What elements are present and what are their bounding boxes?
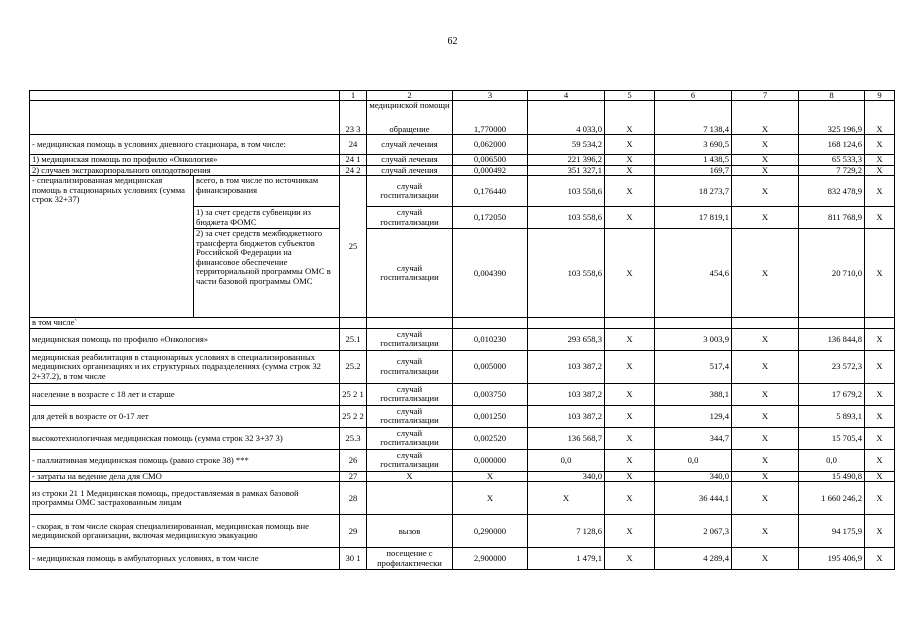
value-cell: X xyxy=(732,405,799,427)
unit-cell: случай лечения xyxy=(367,165,453,175)
header-cell-5: 5 xyxy=(605,91,655,101)
value-cell: 17 819,1 xyxy=(655,207,732,229)
value-cell: X xyxy=(732,515,799,548)
value-cell: X xyxy=(865,548,895,570)
value-cell: 4 289,4 xyxy=(655,548,732,570)
value-cell: 0,0 xyxy=(655,449,732,471)
row-label: - медицинская помощь в амбулаторных условиях, в том числе xyxy=(30,548,340,570)
value-cell: 3 003,9 xyxy=(655,328,732,350)
header-cell-1: 1 xyxy=(340,91,367,101)
value-cell: X xyxy=(865,383,895,405)
header-cell-9: 9 xyxy=(865,91,895,101)
value-cell: X xyxy=(732,427,799,449)
unit-cell: случай госпитализации xyxy=(367,405,453,427)
value-cell: X xyxy=(865,135,895,155)
header-cell-4: 4 xyxy=(528,91,605,101)
row-code: 25.2 xyxy=(340,350,367,383)
unit-cell: случай госпитализации xyxy=(367,383,453,405)
row-code: 24 2 xyxy=(340,165,367,175)
table-row xyxy=(30,515,895,548)
value-cell: 0,001250 xyxy=(453,405,528,427)
value-cell: 1 479,1 xyxy=(528,548,605,570)
value-cell: X xyxy=(865,155,895,165)
value-cell: 3 690,5 xyxy=(655,135,732,155)
value-cell: X xyxy=(865,207,895,229)
value-cell: 1 438,5 xyxy=(655,155,732,165)
value-cell: 1 660 246,2 xyxy=(799,482,865,515)
header-row xyxy=(30,91,895,101)
value-cell: 103 387,2 xyxy=(528,350,605,383)
row-label: - паллиативная медицинская помощь (равно строке 38) *** xyxy=(30,449,340,471)
row-code: 25 2 1 xyxy=(340,383,367,405)
table-row xyxy=(30,405,895,427)
value-cell: X xyxy=(605,405,655,427)
row-label: - скорая, в том числе скорая специализированная, медицинская помощь вне медицинской организации, включая медицинскую эвакуацию xyxy=(30,515,340,548)
row-code: 24 xyxy=(340,135,367,155)
value-cell: 0,000492 xyxy=(453,165,528,175)
row-sublabel: всего, в том числе по источникам финансирования xyxy=(194,176,340,207)
value-cell: X xyxy=(865,328,895,350)
unit-cell: случай лечения xyxy=(367,155,453,165)
header-cell-7: 7 xyxy=(732,91,799,101)
value-cell: 94 175,9 xyxy=(799,515,865,548)
value-cell: 351 327,1 xyxy=(528,165,605,175)
value-cell: 7 128,6 xyxy=(528,515,605,548)
unit-cell xyxy=(367,482,453,515)
value-cell: 5 893,1 xyxy=(799,405,865,427)
value-cell: X xyxy=(605,207,655,229)
value-cell: X xyxy=(605,328,655,350)
value-cell: 340,0 xyxy=(528,471,605,481)
value-cell: 0,010230 xyxy=(453,328,528,350)
unit-cell: случай лечения xyxy=(367,135,453,155)
row-code: 25 xyxy=(340,176,367,318)
unit-cell: случай госпитализации xyxy=(367,176,453,207)
value-cell: 0,004390 xyxy=(453,229,528,318)
value-cell: X xyxy=(732,548,799,570)
row-code: 28 xyxy=(340,482,367,515)
value-cell: 0,0 xyxy=(799,449,865,471)
value-cell: X xyxy=(605,135,655,155)
value-cell: X xyxy=(605,548,655,570)
value-cell: 0,003750 xyxy=(453,383,528,405)
value-cell: 15 490,8 xyxy=(799,471,865,481)
table-row xyxy=(30,328,895,350)
value-cell: X xyxy=(865,229,895,318)
row-code: 29 xyxy=(340,515,367,548)
table-row xyxy=(30,482,895,515)
row-code: 25.1 xyxy=(340,328,367,350)
unit-cell: вызов xyxy=(367,515,453,548)
row-sublabel: 1) за счет средств субвенции из бюджета ФОМС xyxy=(194,207,340,229)
value-cell: 517,4 xyxy=(655,350,732,383)
value-cell: 340,0 xyxy=(655,471,732,481)
value-cell: X xyxy=(865,471,895,481)
row-label: для детей в возрасте от 0-17 лет xyxy=(30,405,340,427)
table-row xyxy=(30,383,895,405)
value-cell: X xyxy=(453,471,528,481)
row-label: в том числе` xyxy=(30,318,340,328)
row-label: - затраты на ведение дела для СМО xyxy=(30,471,340,481)
value-cell: 15 705,4 xyxy=(799,427,865,449)
unit-cell: случай госпитализации xyxy=(367,328,453,350)
header-cell-8: 8 xyxy=(799,91,865,101)
row-label: из строки 21 1 Медицинская помощь, предоставляемая в рамках базовой программы ОМС застрахованным лицам xyxy=(30,482,340,515)
value-cell: 136 568,7 xyxy=(528,427,605,449)
value-cell: 18 273,7 xyxy=(655,176,732,207)
value-cell: X xyxy=(732,471,799,481)
value-cell: 36 444,1 xyxy=(655,482,732,515)
value-cell: 129,4 xyxy=(655,405,732,427)
value-cell: X xyxy=(453,482,528,515)
value-cell: 23 572,3 xyxy=(799,350,865,383)
table-row xyxy=(30,176,895,207)
value-cell: 0,002520 xyxy=(453,427,528,449)
value-cell: 325 196,9 xyxy=(799,125,865,135)
value-cell: 195 406,9 xyxy=(799,548,865,570)
value-cell: X xyxy=(732,449,799,471)
table-row xyxy=(30,548,895,570)
unit-cell: случай госпитализации xyxy=(367,427,453,449)
value-cell: 0,062000 xyxy=(453,135,528,155)
value-cell: 17 679,2 xyxy=(799,383,865,405)
row-code: 26 xyxy=(340,449,367,471)
value-cell: 2,900000 xyxy=(453,548,528,570)
value-cell: 103 558,6 xyxy=(528,207,605,229)
value-cell: X xyxy=(732,176,799,207)
value-cell: 103 387,2 xyxy=(528,405,605,427)
row-label: - медицинская помощь в условиях дневного стационара, в том числе: xyxy=(30,135,340,155)
value-cell: 0,000000 xyxy=(453,449,528,471)
value-cell: X xyxy=(732,125,799,135)
value-cell: X xyxy=(732,383,799,405)
row-label: медицинская помощь по профилю «Онкология» xyxy=(30,328,340,350)
table-row xyxy=(30,318,895,328)
value-cell: X xyxy=(865,165,895,175)
row-code: 24 1 xyxy=(340,155,367,165)
row-label: высокотехнологичная медицинская помощь (сумма строк 32 3+37 3) xyxy=(30,427,340,449)
unit-cell: случай госпитализации xyxy=(367,207,453,229)
header-cell-3: 3 xyxy=(453,91,528,101)
value-cell: X xyxy=(605,482,655,515)
value-cell: X xyxy=(605,125,655,135)
value-cell: X xyxy=(605,176,655,207)
value-cell: X xyxy=(605,165,655,175)
value-cell: 1,770000 xyxy=(453,125,528,135)
table-row xyxy=(30,449,895,471)
value-cell: X xyxy=(605,229,655,318)
value-cell: 832 478,9 xyxy=(799,176,865,207)
value-cell: X xyxy=(865,405,895,427)
value-cell: 388,1 xyxy=(655,383,732,405)
header-cell-2: 2 xyxy=(367,91,453,101)
value-cell: X xyxy=(732,229,799,318)
value-cell: 103 387,2 xyxy=(528,383,605,405)
header-cell-6: 6 xyxy=(655,91,732,101)
unit-cell: медицинской помощи xyxy=(367,101,453,125)
table-row xyxy=(30,471,895,481)
value-cell: X xyxy=(732,155,799,165)
table-row xyxy=(30,101,895,125)
table-row xyxy=(30,135,895,155)
table-row xyxy=(30,427,895,449)
row-label: 2) случаев экстракорпорального оплодотворения xyxy=(30,165,340,175)
unit-cell: обращение xyxy=(367,125,453,135)
value-cell: 344,7 xyxy=(655,427,732,449)
value-cell: X xyxy=(732,350,799,383)
table-row xyxy=(30,165,895,175)
value-cell: 65 533,3 xyxy=(799,155,865,165)
value-cell: 0,172050 xyxy=(453,207,528,229)
table-row xyxy=(30,350,895,383)
value-cell: 4 033,0 xyxy=(528,125,605,135)
row-code: 30 1 xyxy=(340,548,367,570)
value-cell: X xyxy=(865,176,895,207)
value-cell: X xyxy=(865,482,895,515)
unit-cell: X xyxy=(367,471,453,481)
value-cell: X xyxy=(732,482,799,515)
value-cell: 0,290000 xyxy=(453,515,528,548)
value-cell: 169,7 xyxy=(655,165,732,175)
value-cell: X xyxy=(605,350,655,383)
value-cell: 0,0 xyxy=(528,449,605,471)
table-row xyxy=(30,155,895,165)
value-cell: X xyxy=(865,449,895,471)
value-cell: 221 396,2 xyxy=(528,155,605,165)
value-cell: X xyxy=(605,155,655,165)
unit-cell: случай госпитализации xyxy=(367,449,453,471)
value-cell: 59 534,2 xyxy=(528,135,605,155)
value-cell: X xyxy=(605,427,655,449)
unit-cell: посещение с профилактически xyxy=(367,548,453,570)
value-cell: X xyxy=(732,207,799,229)
row-label: медицинская реабилитация в стационарных условиях в специализированных медицинских организациях и их структурных подразделениях (сумма строк 32 2+37.2), в том числе xyxy=(30,350,340,383)
value-cell: X xyxy=(732,328,799,350)
value-cell: 103 558,6 xyxy=(528,229,605,318)
row-code: 25 2 2 xyxy=(340,405,367,427)
row-code: 25.3 xyxy=(340,427,367,449)
page-number: 62 xyxy=(447,36,458,47)
value-cell: 0,006500 xyxy=(453,155,528,165)
row-code: 23 3 xyxy=(340,125,367,135)
table-row xyxy=(30,125,895,135)
value-cell: X xyxy=(605,383,655,405)
row-code: 27 xyxy=(340,471,367,481)
unit-cell: случай госпитализации xyxy=(367,229,453,318)
value-cell: X xyxy=(605,471,655,481)
value-cell: 0,005000 xyxy=(453,350,528,383)
value-cell: X xyxy=(528,482,605,515)
row-sublabel: 2) за счет средств межбюджетного трансферта бюджетов субъектов Российской Федерации на финансовое обеспечение территориальной программы ОМС в части базовой программы ОМС xyxy=(194,229,340,318)
value-cell: 2 067,3 xyxy=(655,515,732,548)
value-cell: X xyxy=(865,350,895,383)
value-cell: 0,176440 xyxy=(453,176,528,207)
row-label: 1) медицинская помощь по профилю «Онкология» xyxy=(30,155,340,165)
value-cell: 7 729,2 xyxy=(799,165,865,175)
value-cell: X xyxy=(865,427,895,449)
row-label: - специализированная медицинская помощь в стационарных условиях (сумма строк 32+37) xyxy=(30,176,194,318)
value-cell: 168 124,6 xyxy=(799,135,865,155)
value-cell: 7 138,4 xyxy=(655,125,732,135)
value-cell: X xyxy=(865,125,895,135)
value-cell: 20 710,0 xyxy=(799,229,865,318)
value-cell: 454,6 xyxy=(655,229,732,318)
row-label: население в возрасте с 18 лет и старше xyxy=(30,383,340,405)
value-cell: X xyxy=(732,135,799,155)
header-cell-blank xyxy=(30,91,340,101)
value-cell: X xyxy=(605,449,655,471)
value-cell: 103 558,6 xyxy=(528,176,605,207)
unit-cell: случай госпитализации xyxy=(367,350,453,383)
value-cell: 293 658,3 xyxy=(528,328,605,350)
value-cell: X xyxy=(732,165,799,175)
value-cell: X xyxy=(865,515,895,548)
financing-table xyxy=(29,90,895,570)
value-cell: 136 844,8 xyxy=(799,328,865,350)
value-cell: X xyxy=(605,515,655,548)
value-cell: 811 768,9 xyxy=(799,207,865,229)
